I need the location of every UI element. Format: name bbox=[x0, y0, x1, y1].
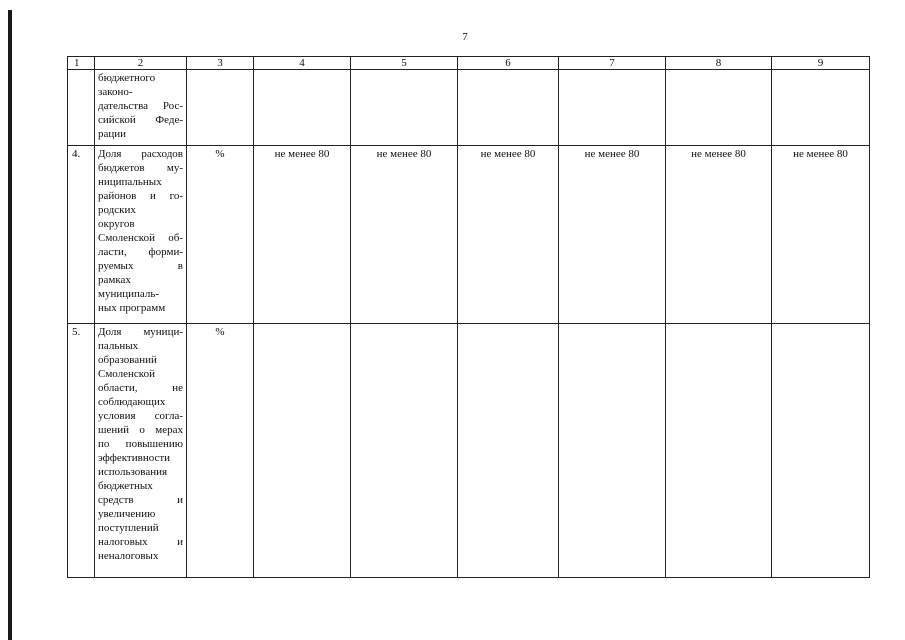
indicator-name-line: родских bbox=[98, 204, 136, 216]
indicator-table bbox=[67, 56, 870, 578]
indicator-name-line: увеличению bbox=[98, 508, 156, 520]
indicator-name-line: Доля расходов bbox=[98, 148, 183, 160]
column-header: 2 bbox=[95, 57, 187, 70]
indicator-name-line: средств и bbox=[98, 494, 183, 506]
value-cell bbox=[559, 70, 666, 146]
indicator-name-line: шений о мерах bbox=[98, 424, 183, 436]
unit-cell bbox=[187, 70, 254, 146]
value-cell bbox=[254, 70, 351, 146]
value-cell bbox=[254, 324, 351, 578]
value-cell bbox=[351, 324, 458, 578]
indicator-name-line: условия согла- bbox=[98, 410, 183, 422]
indicator-name-line: по повышению bbox=[98, 438, 183, 450]
column-header: 3 bbox=[187, 57, 254, 70]
indicator-name-line: ных программ bbox=[98, 302, 166, 314]
value-cell bbox=[772, 324, 870, 578]
unit-cell: % bbox=[187, 146, 254, 324]
value-cell bbox=[458, 70, 559, 146]
indicator-name-line: ниципальных bbox=[98, 176, 162, 188]
value-cell: не менее 80 bbox=[254, 146, 351, 324]
indicator-name-line: законо- bbox=[98, 86, 133, 98]
indicator-name bbox=[95, 146, 187, 324]
indicator-name-line: рации bbox=[98, 128, 127, 140]
value-cell bbox=[458, 324, 559, 578]
value-cell: не менее 80 bbox=[458, 146, 559, 324]
value-cell bbox=[666, 70, 772, 146]
indicator-name-line: бюджетов му- bbox=[98, 162, 183, 174]
indicator-name-line: поступлений bbox=[98, 522, 159, 534]
row-number: 5. bbox=[68, 324, 95, 578]
column-header: 6 bbox=[458, 57, 559, 70]
column-header: 5 bbox=[351, 57, 458, 70]
value-cell: не менее 80 bbox=[559, 146, 666, 324]
value-cell bbox=[772, 70, 870, 146]
column-header: 8 bbox=[666, 57, 772, 70]
value-cell: не менее 80 bbox=[351, 146, 458, 324]
indicator-name-line: сийской Феде- bbox=[98, 114, 183, 126]
indicator-name-line: эффективности bbox=[98, 452, 171, 464]
indicator-name-line: дательства Рос- bbox=[98, 100, 183, 112]
left-margin-bar bbox=[8, 10, 12, 640]
value-cell: не менее 80 bbox=[666, 146, 772, 324]
column-header: 7 bbox=[559, 57, 666, 70]
table-row bbox=[68, 324, 870, 578]
table-header bbox=[68, 57, 870, 70]
indicator-name-line: соблюдающих bbox=[98, 396, 166, 408]
table-row bbox=[68, 70, 870, 146]
column-header: 9 bbox=[772, 57, 870, 70]
indicator-name-line: пальных bbox=[98, 340, 139, 352]
value-cell bbox=[559, 324, 666, 578]
column-header: 1 bbox=[68, 57, 95, 70]
indicator-name bbox=[95, 70, 187, 146]
indicator-name-line: рамках bbox=[98, 274, 131, 286]
value-cell: не менее 80 bbox=[772, 146, 870, 324]
indicator-name-line: Доля муници- bbox=[98, 326, 183, 338]
indicator-name-line: бюджетного bbox=[98, 72, 156, 84]
indicator-name-line: муниципаль- bbox=[98, 288, 160, 300]
indicator-name-line: образований bbox=[98, 354, 157, 366]
column-header: 4 bbox=[254, 57, 351, 70]
indicator-name-line: районов и го- bbox=[98, 190, 183, 202]
row-number: 4. bbox=[68, 146, 95, 324]
value-cell bbox=[351, 70, 458, 146]
value-cell bbox=[666, 324, 772, 578]
indicator-name bbox=[95, 324, 187, 578]
indicator-name-line: налоговых и bbox=[98, 536, 183, 548]
indicator-name-line: бюджетных bbox=[98, 480, 153, 492]
indicator-name-line: Смоленской bbox=[98, 368, 155, 380]
indicator-name-line: Смоленской об- bbox=[98, 232, 183, 244]
indicator-name-line: округов bbox=[98, 218, 135, 230]
table-row bbox=[68, 146, 870, 324]
indicator-name-line: ласти, форми- bbox=[98, 246, 183, 258]
indicator-name-line: неналоговых bbox=[98, 550, 159, 562]
indicator-name-line: руемых в bbox=[98, 260, 183, 272]
unit-cell: % bbox=[187, 324, 254, 578]
row-number bbox=[68, 70, 95, 146]
indicator-name-line: использования bbox=[98, 466, 168, 478]
indicator-name-line: области, не bbox=[98, 382, 183, 394]
page-number: 7 bbox=[462, 31, 468, 43]
